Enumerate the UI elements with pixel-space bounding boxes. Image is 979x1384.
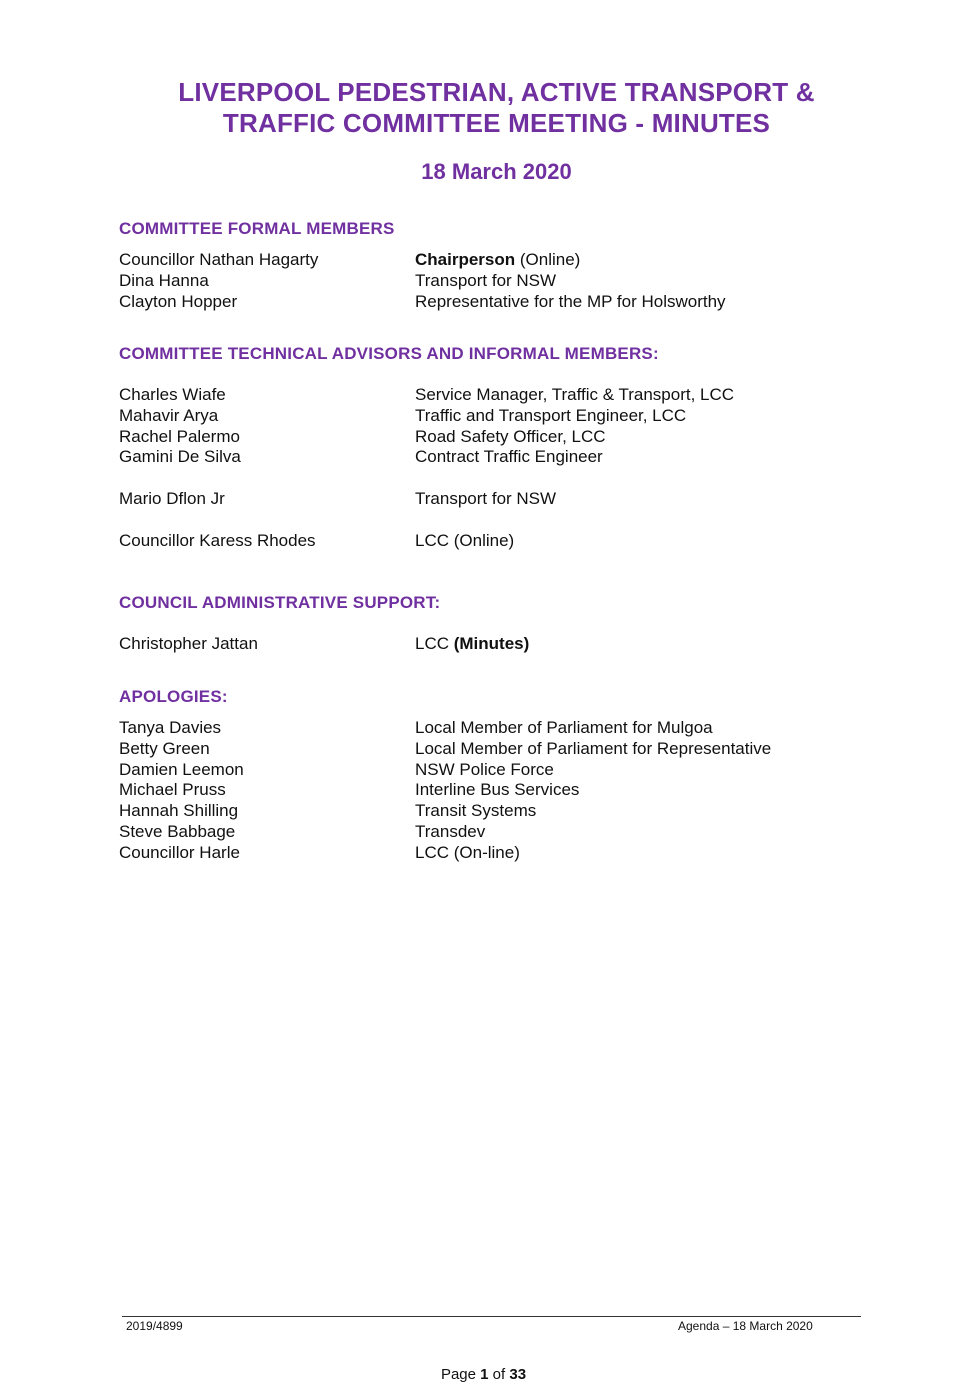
apologies-heading: APOLOGIES:: [119, 687, 228, 706]
member-role: Representative for the MP for Holsworthy: [415, 291, 726, 311]
formal-members-heading: COMMITTEE FORMAL MEMBERS: [119, 219, 395, 238]
member-role: [415, 250, 580, 271]
apology-name: Damien Leemon: [119, 759, 244, 779]
apology-row: [119, 760, 879, 781]
advisor-role: Traffic and Transport Engineer, LCC: [415, 405, 687, 425]
page-prefix: Page: [440, 1366, 481, 1383]
member-name: Dina Hanna: [119, 270, 209, 290]
support-role-text: LCC: [415, 634, 454, 653]
advisor-role: Contract Traffic Engineer: [415, 447, 603, 467]
document-title: [0, 77, 979, 139]
support-row: [119, 634, 879, 655]
advisor-row: [119, 447, 879, 468]
member-name: Councillor Nathan Hagarty: [119, 250, 319, 269]
apology-role: Local Member of Parliament for Mulgoa: [415, 718, 713, 737]
advisor-row: [119, 531, 879, 552]
technical-advisors-list: [119, 385, 879, 468]
footer-divider: [122, 1316, 861, 1317]
apology-role: Transdev: [415, 821, 486, 841]
support-role-emphasis: (Minutes): [453, 634, 530, 653]
admin-support-list: [119, 634, 879, 655]
advisor-name: Rachel Palermo: [119, 426, 240, 446]
advisor-role: LCC (Online): [415, 531, 515, 550]
formal-members-list: [119, 250, 879, 312]
advisor-role: Road Safety Officer, LCC: [415, 426, 606, 446]
support-role: [415, 634, 529, 655]
member-role-text: (Online): [515, 250, 581, 269]
support-name: Christopher Jattan: [119, 634, 258, 653]
technical-advisors-heading: COMMITTEE TECHNICAL ADVISORS AND INFORMAL MEMBERS:: [119, 344, 659, 363]
meeting-date: 18 March 2020: [421, 159, 572, 184]
advisor-name: Mahavir Arya: [119, 405, 219, 425]
apology-role: Local Member of Parliament for Representative: [415, 738, 772, 758]
advisor-row: [119, 406, 879, 427]
advisor-name: Charles Wiafe: [119, 385, 226, 404]
member-role: Transport for NSW: [415, 270, 557, 290]
advisor-name: Mario Dflon Jr: [119, 489, 225, 508]
apology-name: Michael Pruss: [119, 780, 226, 800]
advisor-row: [119, 385, 879, 406]
apology-row: [119, 718, 879, 739]
page-number: [0, 1366, 967, 1383]
apology-row: [119, 822, 879, 843]
advisor-row: [119, 489, 879, 510]
title-line-1: LIVERPOOL PEDESTRIAN, ACTIVE TRANSPORT &: [178, 77, 815, 107]
page-total: 33: [509, 1366, 527, 1383]
apology-name: Steve Babbage: [119, 821, 236, 841]
advisor-name: Gamini De Silva: [119, 447, 241, 467]
advisor-name: Councillor Karess Rhodes: [119, 531, 316, 550]
technical-advisors-list: [119, 489, 879, 510]
apology-row: [119, 739, 879, 760]
member-name: Clayton Hopper: [119, 291, 238, 311]
technical-advisors-list: [119, 531, 879, 552]
apology-row: [119, 780, 879, 801]
apologies-list: [119, 718, 879, 864]
apology-name: Betty Green: [119, 738, 210, 758]
apology-role: Interline Bus Services: [415, 780, 580, 800]
page-current: 1: [480, 1366, 489, 1383]
admin-support-heading: COUNCIL ADMINISTRATIVE SUPPORT:: [119, 593, 441, 612]
advisor-role: Service Manager, Traffic & Transport, LCC: [415, 385, 735, 404]
agenda-date: Agenda – 18 March 2020: [678, 1319, 813, 1333]
member-row: [119, 271, 879, 292]
member-role-emphasis: Chairperson: [415, 250, 516, 269]
apology-role: NSW Police Force: [415, 759, 554, 779]
apology-role: Transit Systems: [415, 801, 537, 821]
page-of: of: [488, 1366, 510, 1383]
apology-name: Councillor Harle: [119, 842, 240, 862]
member-row: [119, 292, 879, 313]
advisor-role: Transport for NSW: [415, 489, 557, 508]
apology-row: [119, 843, 879, 864]
document-reference: 2019/4899: [126, 1319, 183, 1333]
apology-name: Tanya Davies: [119, 718, 222, 737]
title-line-2: TRAFFIC COMMITTEE MEETING - MINUTES: [222, 108, 771, 138]
apology-role: LCC (On-line): [415, 842, 520, 862]
advisor-row: [119, 427, 879, 448]
apology-name: Hannah Shilling: [119, 801, 239, 821]
member-row: [119, 250, 879, 271]
apology-row: [119, 801, 879, 822]
